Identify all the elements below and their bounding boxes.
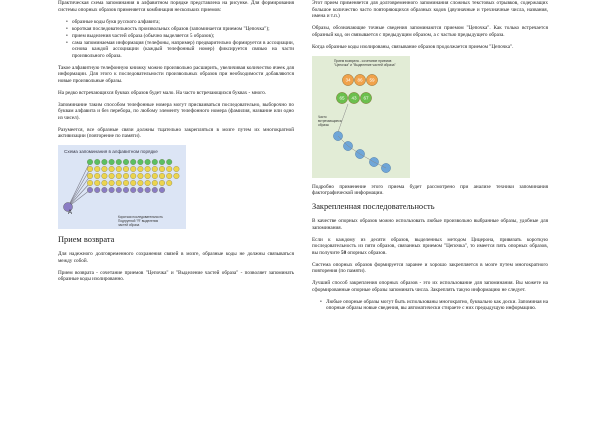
side-label-1: Часто	[318, 114, 327, 119]
alphabet-node	[109, 159, 115, 165]
alphabet-node	[130, 180, 136, 186]
bold-text: 50	[340, 249, 347, 256]
number-label: 65	[339, 95, 345, 101]
bullet-list	[58, 19, 294, 60]
alphabet-node	[166, 166, 172, 172]
alphabet-node	[174, 166, 180, 172]
alphabet-node	[109, 187, 115, 193]
return-technique-diagram	[312, 56, 410, 178]
alphabet-node	[87, 187, 93, 193]
number-label: 67	[363, 95, 369, 101]
paragraph: Запоминание таким способом телефонные номера могут присваиваться последовательно, выборочно по буквам алфавита и без перебора, по любому элементу телефонного номера (фамилия, название или одно из чисел).	[58, 101, 294, 121]
alphabet-node	[130, 187, 136, 193]
alphabet-node	[116, 187, 122, 193]
section-heading: Прием возврата	[58, 235, 115, 244]
list-item: • короткая последовательность произвольных образов (запоминается приемом "Цепочка");	[66, 26, 294, 33]
paragraph: Прием возврата - сочетание приемов "Цепочка" и "Выделение частей образа" - позволяет запоминать образные коды изолированно.	[58, 269, 294, 282]
alphabet-node	[174, 173, 180, 179]
list-item: • образные коды букв русского алфавита;	[66, 19, 294, 26]
alphabet-node	[166, 180, 172, 186]
text-segment: опорных образов.	[346, 249, 387, 256]
text-segment: Если к каждому из десяти образов, выделенных методом Цицерона, привязать короткую последовательность из пяти образов, связанных приемом "Цепочка", то имеется пять опорных образов, вы получите	[312, 236, 548, 256]
paragraph: Лучший способ закрепления опорных образов - это их использование для запоминания. Вы можете на сформированные опорные образы запоминать числа. Закреплять такую информацию не следует.	[312, 280, 548, 293]
alphabet-node	[166, 173, 172, 179]
alphabet-scheme-figure	[58, 145, 294, 229]
paragraph: Образы, обозначающие точные сведения запоминаются приемом "Цепочка". Как только встречается образный код, он связывается с предыдущим образом, а с частью предыдущего образа.	[312, 25, 548, 38]
alphabet-node	[87, 159, 93, 165]
paragraph: Подробно применение этого приема будет рассмотрено при анализе техники запоминания фактографической информации.	[312, 183, 548, 196]
paragraph: Когда образные коды изолированы, связывание образов продолжается приемом "Цепочка".	[312, 43, 514, 50]
paragraph: Практическая схема запоминания в алфавитном порядке представлена на рисунке. Для формирования системы опорных образов применяется комбинация нескольких приемов:	[58, 0, 294, 13]
alphabet-node	[152, 159, 158, 165]
alphabet-node	[102, 166, 108, 172]
paragraph	[312, 237, 548, 257]
alphabet-node	[152, 180, 158, 186]
paragraph: Разумеется, все образные связи должны тщательно закрепляться в мозге путем их многократной активизации (повторение по памяти).	[58, 126, 294, 139]
alphabet-node	[130, 173, 136, 179]
alphabet-node	[123, 173, 129, 179]
alphabet-node	[94, 159, 100, 165]
alphabet-node	[138, 166, 144, 172]
list-item: • Любые опорные образы могут быть использованы многократно, буквально как доски. Запоминая на опорные образы новые сведения, вы автоматически стираете с них предыдущую информацию.	[320, 299, 548, 312]
legend-line-3: частей образа	[118, 223, 140, 227]
alphabet-node	[145, 187, 151, 193]
alphabet-node	[138, 173, 144, 179]
alphabet-node	[130, 166, 136, 172]
number-label: 59	[369, 77, 375, 83]
alphabet-node	[94, 173, 100, 179]
alphabet-node	[159, 173, 165, 179]
alphabet-node	[145, 166, 151, 172]
figure-label-1: Прием возврата - сочетание приемов	[334, 58, 392, 63]
list-item: • прием выделения частей образа (обычно выделяется 5 образов);	[66, 33, 294, 40]
alphabet-node	[102, 187, 108, 193]
alphabet-node	[116, 173, 122, 179]
alphabet-node	[94, 187, 100, 193]
alphabet-node	[87, 173, 93, 179]
right-column	[312, 0, 548, 317]
figure-title: Схема запоминания в алфавитном порядке	[64, 149, 158, 154]
alphabet-node	[109, 180, 115, 186]
side-label-3: образы	[318, 122, 329, 127]
alphabet-node	[138, 159, 144, 165]
bullet-list	[312, 299, 548, 312]
paragraph: В качестве опорных образов можно использовать любые произвольно выбранные образы, удобные для запоминания.	[312, 218, 548, 231]
alphabet-node	[159, 187, 165, 193]
alphabet-node	[87, 180, 93, 186]
alphabet-node	[116, 166, 122, 172]
paragraph: На редко встречающихся буквах образов будет мало. На часто встречающихся буквах - много.	[58, 89, 267, 96]
alphabet-node	[159, 159, 165, 165]
legend-line-2: Подгруппой "Я" выделения	[118, 219, 159, 223]
alphabet-node	[102, 159, 108, 165]
alphabet-node	[116, 180, 122, 186]
section-heading: Закрепленная последовательность	[312, 202, 435, 211]
alphabet-node	[94, 166, 100, 172]
alphabet-node	[94, 180, 100, 186]
number-label: 34	[345, 77, 351, 83]
alphabet-node	[87, 166, 93, 172]
return-technique-figure	[312, 56, 548, 178]
alphabet-node	[159, 166, 165, 172]
alphabet-node	[102, 173, 108, 179]
alphabet-node	[145, 180, 151, 186]
alphabet-node	[166, 159, 172, 165]
alphabet-node	[152, 166, 158, 172]
number-label: 86	[357, 77, 363, 83]
alphabet-node	[123, 166, 129, 172]
list-item: • сама запоминаемая информация (телефоны, например) предварительно формируется в ассоциации, основа каждой ассоциации (каждый телефонный номер) фиксируется связью на части произвольного образа.	[66, 40, 294, 60]
alphabet-node	[102, 180, 108, 186]
alphabet-node	[138, 187, 144, 193]
figure-label-2: "Цепочка" и "Выделение частей образа"	[334, 62, 396, 67]
alphabet-node	[123, 159, 129, 165]
legend-line-1: Короткая последовательность	[118, 215, 163, 219]
side-label-2: встречающиеся	[318, 118, 342, 123]
alphabet-node	[123, 180, 129, 186]
alphabet-node	[130, 159, 136, 165]
alphabet-node	[152, 187, 158, 193]
paragraph: Этот прием применяется для долговременного запоминания сложных текстовых отрывков, содержащих большое количество часто повторяющихся образных кодов (двузначные и трехзначные числа, названия, имена и т.п.)	[312, 0, 548, 19]
alphabet-scheme-diagram	[58, 145, 186, 229]
paragraph: Система опорных образов формируется заранее и хорошо закрепляется в мозге путем многократного повторения (по памяти).	[312, 261, 548, 274]
alphabet-node	[145, 173, 151, 179]
paragraph: Для надежного долговременного сохранения связей в мозге, образные коды не должны связываться между собой.	[58, 251, 294, 264]
alphabet-node	[145, 159, 151, 165]
number-label: 43	[351, 95, 357, 101]
alphabet-node	[123, 187, 129, 193]
left-column	[58, 0, 294, 288]
alphabet-node	[152, 173, 158, 179]
alphabet-node	[109, 166, 115, 172]
alphabet-node	[116, 159, 122, 165]
alphabet-node	[159, 180, 165, 186]
paragraph: Такое алфавитную телефонную книжку можно произвольно расширить, увеличивая количество ячеек для информации. Для этого к последовательности произвольных образов при необходимости добавляются новые произвольные образы.	[58, 64, 294, 84]
letter-label: А	[68, 210, 73, 216]
alphabet-node	[109, 173, 115, 179]
alphabet-node	[138, 180, 144, 186]
